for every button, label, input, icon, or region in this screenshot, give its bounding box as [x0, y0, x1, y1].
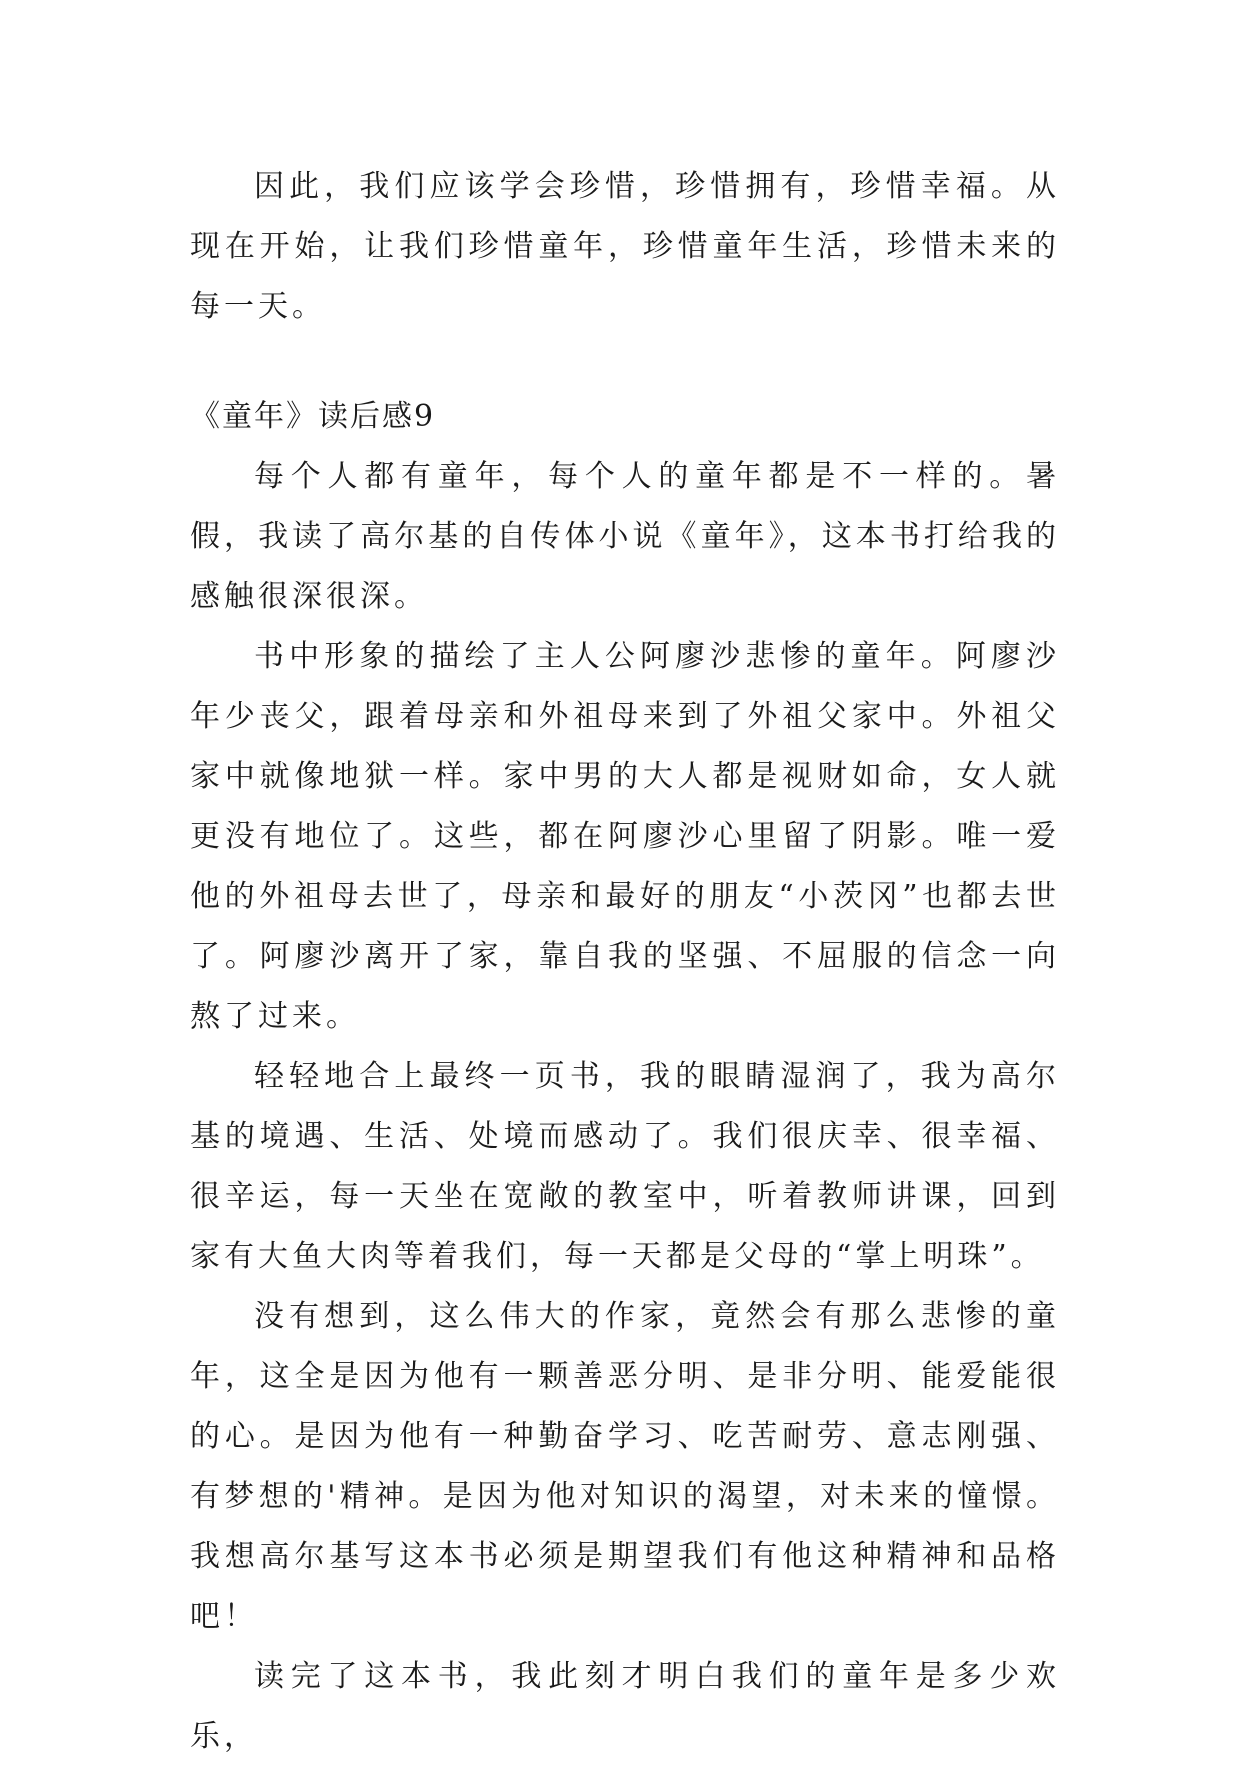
body-paragraph-5: 读完了这本书，我此刻才明白我们的童年是多少欢乐，: [190, 1659, 1060, 1754]
body-paragraph-4: 没有想到，这么伟大的作家，竟然会有那么悲惨的童年，这全是因为他有一颗善恶分明、是非分明、能爱能很的心。是因为他有一种勤奋学习、吃苦耐劳、意志刚强、有梦想的'精神。是因为他对知识的渴望，对未来的憧憬。我想高尔基写这本书必须是期望我们有他这种精神和品格吧！: [190, 1299, 1060, 1634]
body-paragraph-3: 轻轻地合上最终一页书，我的眼睛湿润了，我为高尔基的境遇、生活、处境而感动了。我们很庆幸、很幸福、很辛运，每一天坐在宽敞的教室中，听着教师讲课，回到家有大鱼大肉等着我们，每一天都是父母的“掌上明珠”。: [190, 1059, 1060, 1274]
body-paragraph-2: 书中形象的描绘了主人公阿廖沙悲惨的童年。阿廖沙年少丧父，跟着母亲和外祖母来到了外祖父家中。外祖父家中就像地狱一样。家中男的大人都是视财如命，女人就更没有地位了。这些，都在阿廖沙心里留了阴影。唯一爱他的外祖母去世了，母亲和最好的朋友“小茨冈”也都去世了。阿廖沙离开了家，靠自我的坚强、不屈服的信念一向熬了过来。: [190, 639, 1060, 1034]
intro-paragraph: 因此，我们应该学会珍惜，珍惜拥有，珍惜幸福。从现在开始，让我们珍惜童年，珍惜童年生活，珍惜未来的每一天。: [190, 169, 1060, 324]
intro-section: [190, 157, 1060, 337]
body-paragraph-1: 每个人都有童年，每个人的童年都是不一样的。暑假，我读了高尔基的自传体小说《童年》，这本书打给我的感触很深很深。: [190, 459, 1060, 614]
section-title: 《童年》读后感9: [190, 399, 436, 434]
essay-body: [190, 447, 1060, 1767]
